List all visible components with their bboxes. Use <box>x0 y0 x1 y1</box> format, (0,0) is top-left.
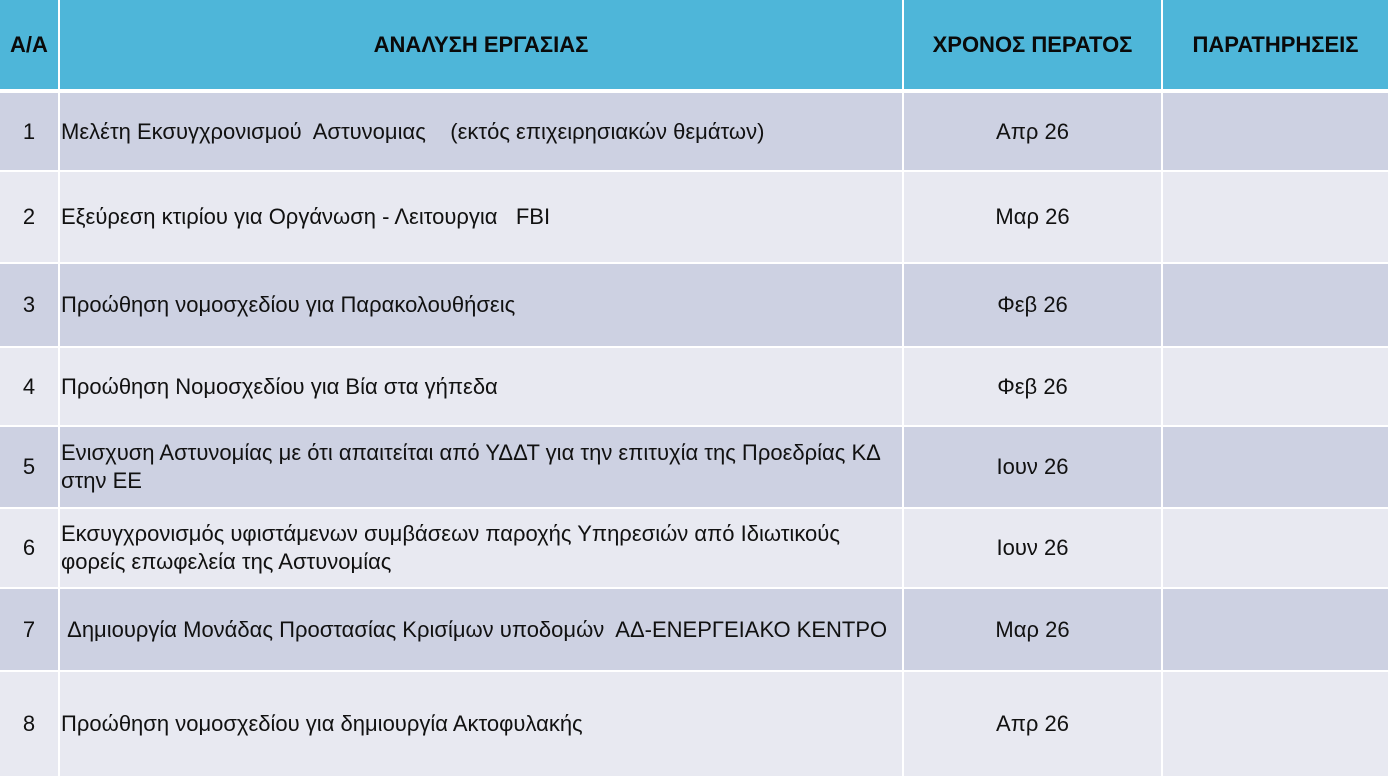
row-remarks <box>1162 347 1388 426</box>
row-remarks <box>1162 588 1388 671</box>
row-task <box>59 263 903 347</box>
row-num: 6 <box>0 508 59 588</box>
header-num: Α/Α <box>0 0 59 91</box>
row-deadline: Απρ 26 <box>903 91 1162 171</box>
row-remarks <box>1162 671 1388 776</box>
table-body <box>0 91 1388 776</box>
row-task-text: Ενισχυση Αστυνομίας με ότι απαιτείται από ΥΔΔΤ για την επιτυχία της Προεδρίας ΚΔ στην ΕΕ <box>61 440 886 493</box>
row-remarks <box>1162 508 1388 588</box>
table-row <box>0 347 1388 426</box>
row-remarks <box>1162 263 1388 347</box>
row-remarks <box>1162 171 1388 263</box>
row-task-text: Δημιουργία Μονάδας Προστασίας Κρισίμων υποδομών ΑΔ-ΕΝΕΡΓΕΙΑΚΟ ΚΕΝΤΡΟ <box>61 616 888 642</box>
row-task <box>59 347 903 426</box>
row-deadline: Φεβ 26 <box>903 347 1162 426</box>
table-row <box>0 508 1388 588</box>
row-deadline: Φεβ 26 <box>903 263 1162 347</box>
row-task-text: Προώθηση νομοσχεδίου για Παρακολουθήσεις <box>61 292 516 317</box>
row-task-text: Μελέτη Εκσυγχρονισμού Αστυνομιας (εκτός επιχειρησιακών θεμάτων) <box>61 118 765 144</box>
header-row <box>0 0 1388 91</box>
table-row <box>0 588 1388 671</box>
row-deadline: Ιουν 26 <box>903 508 1162 588</box>
table-header <box>0 0 1388 91</box>
table-row <box>0 263 1388 347</box>
table-row <box>0 426 1388 508</box>
row-num: 7 <box>0 588 59 671</box>
row-num: 5 <box>0 426 59 508</box>
row-task <box>59 171 903 263</box>
row-task-text: Προώθηση νομοσχεδίου για δημιουργία Ακτοφυλακής <box>61 711 583 736</box>
row-remarks <box>1162 91 1388 171</box>
row-deadline: Μαρ 26 <box>903 588 1162 671</box>
row-task <box>59 588 903 671</box>
row-task <box>59 426 903 508</box>
row-task <box>59 91 903 171</box>
row-num: 4 <box>0 347 59 426</box>
header-task: ΑΝΑΛΥΣΗ ΕΡΓΑΣΙΑΣ <box>59 0 903 91</box>
row-remarks <box>1162 426 1388 508</box>
row-task-text: Προώθηση Νομοσχεδίου για Βία στα γήπεδα <box>61 373 498 399</box>
row-task-text: Εξεύρεση κτιρίου για Οργάνωση - Λειτουργια FBI <box>61 204 551 229</box>
table-row <box>0 171 1388 263</box>
header-remarks: ΠΑΡΑΤΗΡΗΣΕΙΣ <box>1162 0 1388 91</box>
row-num: 2 <box>0 171 59 263</box>
header-deadline: ΧΡΟΝΟΣ ΠΕΡΑΤΟΣ <box>903 0 1162 91</box>
row-task-text: Εκσυγχρονισμός υφιστάμενων συμβάσεων παροχής Υπηρεσιών από Ιδιωτικούς φορείς επωφελεία της Αστυνομίας <box>61 521 847 574</box>
row-num: 8 <box>0 671 59 776</box>
row-task <box>59 671 903 776</box>
row-num: 1 <box>0 91 59 171</box>
row-num: 3 <box>0 263 59 347</box>
row-deadline: Ιουν 26 <box>903 426 1162 508</box>
row-task <box>59 508 903 588</box>
row-deadline: Μαρ 26 <box>903 171 1162 263</box>
table-row <box>0 671 1388 776</box>
table-row <box>0 91 1388 171</box>
row-deadline: Απρ 26 <box>903 671 1162 776</box>
